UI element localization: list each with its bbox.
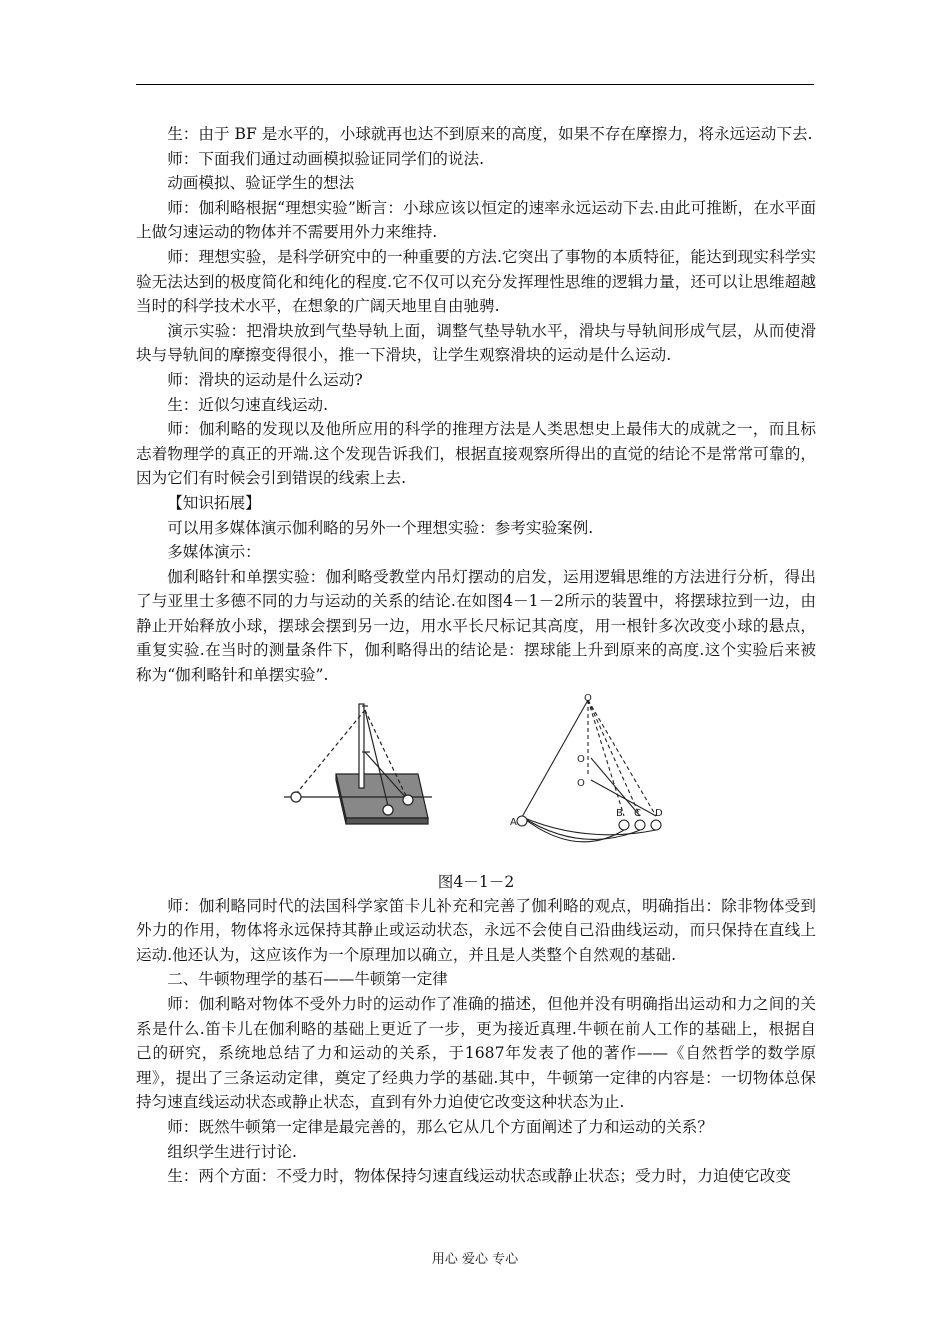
paragraph: 师：伽利略同时代的法国科学家笛卡儿补充和完善了伽利略的观点，明确指出：除非物体受到外力的作用，物体将永远保持其静止或运动状态，永远不会使自己沿曲线运动，而只保持在直线上运动.他还认为，这应该作为一个原理加以确立，并且是人类整个自然观的基础. bbox=[136, 896, 816, 964]
paragraph: 师：伽利略根据“理想实验”断言：小球应该以恒定的速率永远运动下去.由此可推断，在水平面上做匀速运动的物体并不需要用外力来维持. bbox=[136, 198, 816, 242]
paragraph: 动画模拟、验证学生的想法 bbox=[167, 174, 355, 193]
page-footer: 用心 爱心 专心 bbox=[431, 1252, 519, 1267]
paragraph: 多媒体演示： bbox=[167, 543, 261, 562]
paragraph: 师：滑块的运动是什么运动? bbox=[167, 370, 363, 389]
pendulum-diagrams bbox=[136, 694, 816, 870]
figure-caption: 图4－1－2 bbox=[437, 872, 515, 891]
label-O: O bbox=[584, 693, 592, 704]
figure-4-1-2 bbox=[136, 694, 816, 870]
pin-pendulum-stand-diagram bbox=[284, 704, 432, 824]
paragraph: 师：理想实验，是科学研究中的一种重要的方法.它突出了事物的本质特征，能达到现实科学实验无法达到的极度简化和纯化的程度.它不仅可以充分发挥理性思维的逻辑力量，还可以让思维超越当时的科学技术水平，在想象的广阔天地里自由驰骋. bbox=[136, 247, 816, 316]
figure-labels bbox=[510, 694, 663, 828]
paragraph: 生：两个方面：不受力时，物体保持匀速直线运动状态或静止状态；受力时，力迫使它改变 bbox=[167, 1167, 791, 1186]
paragraph: 师：既然牛顿第一定律是最完善的，那么它从几个方面阐述了力和运动的关系？ bbox=[167, 1118, 713, 1136]
paragraph: 生：近似匀速直线运动. bbox=[167, 395, 329, 414]
document-body bbox=[136, 122, 816, 1189]
ideal-pendulum-diagram bbox=[517, 700, 661, 842]
label-O2: O bbox=[577, 777, 585, 789]
paragraph: 生：由于 BF 是水平的，小球就再也达不到原来的高度，如果不存在摩擦力，将永远运动下去. bbox=[167, 125, 813, 143]
paragraph: 师：下面我们通过动画模拟验证同学们的说法. bbox=[167, 149, 485, 168]
label-D: D bbox=[655, 807, 663, 819]
paragraph: 师：伽利略的发现以及他所应用的科学的推理方法是人类思想史上最伟大的成就之一，而且标志着物理学的真正的开端.这个发现告诉我们，根据直接观察所得出的直觉的结论不是常常可靠的，因为它们有时候会引到错误的线索上去. bbox=[136, 420, 816, 488]
label-A: A bbox=[510, 816, 517, 828]
section-heading: 二、牛顿物理学的基石——牛顿第一定律 bbox=[167, 970, 448, 989]
label-C: C bbox=[634, 807, 641, 819]
section-heading: 【知识拓展】 bbox=[167, 493, 261, 512]
label-O1: O bbox=[577, 753, 585, 765]
paragraph: 师：伽利略对物体不受外力时的运动作了准确的描述，但他并没有明确指出运动和力之间的关系是什么.笛卡儿在伽利略的基础上更近了一步，更为接近真理.牛顿在前人工作的基础上，根据自己的研究，系统地总结了力和运动的关系，于1687年发表了他的著作——《自然哲学的数学原理》，提出了三条运动定律，奠定了经典力学的基础.其中，牛顿第一定律的内容是：一切物体总保持匀速直线运动状态或静止状态，直到有外力迫使它改变这种状态为止. bbox=[136, 995, 816, 1112]
paragraph: 可以用多媒体演示伽利略的另外一个理想实验：参考实验案例. bbox=[167, 518, 594, 537]
paragraph: 演示实验：把滑块放到气垫导轨上面，调整气垫导轨水平，滑块与导轨间形成气层，从而使滑块与导轨间的摩擦变得很小，推一下滑块，让学生观察滑块的运动是什么运动. bbox=[136, 321, 816, 365]
paragraph: 组织学生进行讨论. bbox=[167, 1142, 297, 1161]
paragraph: 伽利略针和单摆实验：伽利略受教堂内吊灯摆动的启发，运用逻辑思维的方法进行分析，得出了与亚里士多德不同的力与运动的关系的结论.在如图4－1－2所示的装置中，将摆球拉到一边，由静止开始释放小球，摆球会摆到另一边，用水平长尺标记其高度，用一根针多次改变小球的悬点，重复实验.在当时的测量条件下，伽利略得出的结论是：摆球能上升到原来的高度.这个实验后来被称为“伽利略针和单摆实验”. bbox=[136, 567, 816, 685]
label-B: B bbox=[616, 807, 623, 819]
header-rule bbox=[136, 84, 814, 85]
